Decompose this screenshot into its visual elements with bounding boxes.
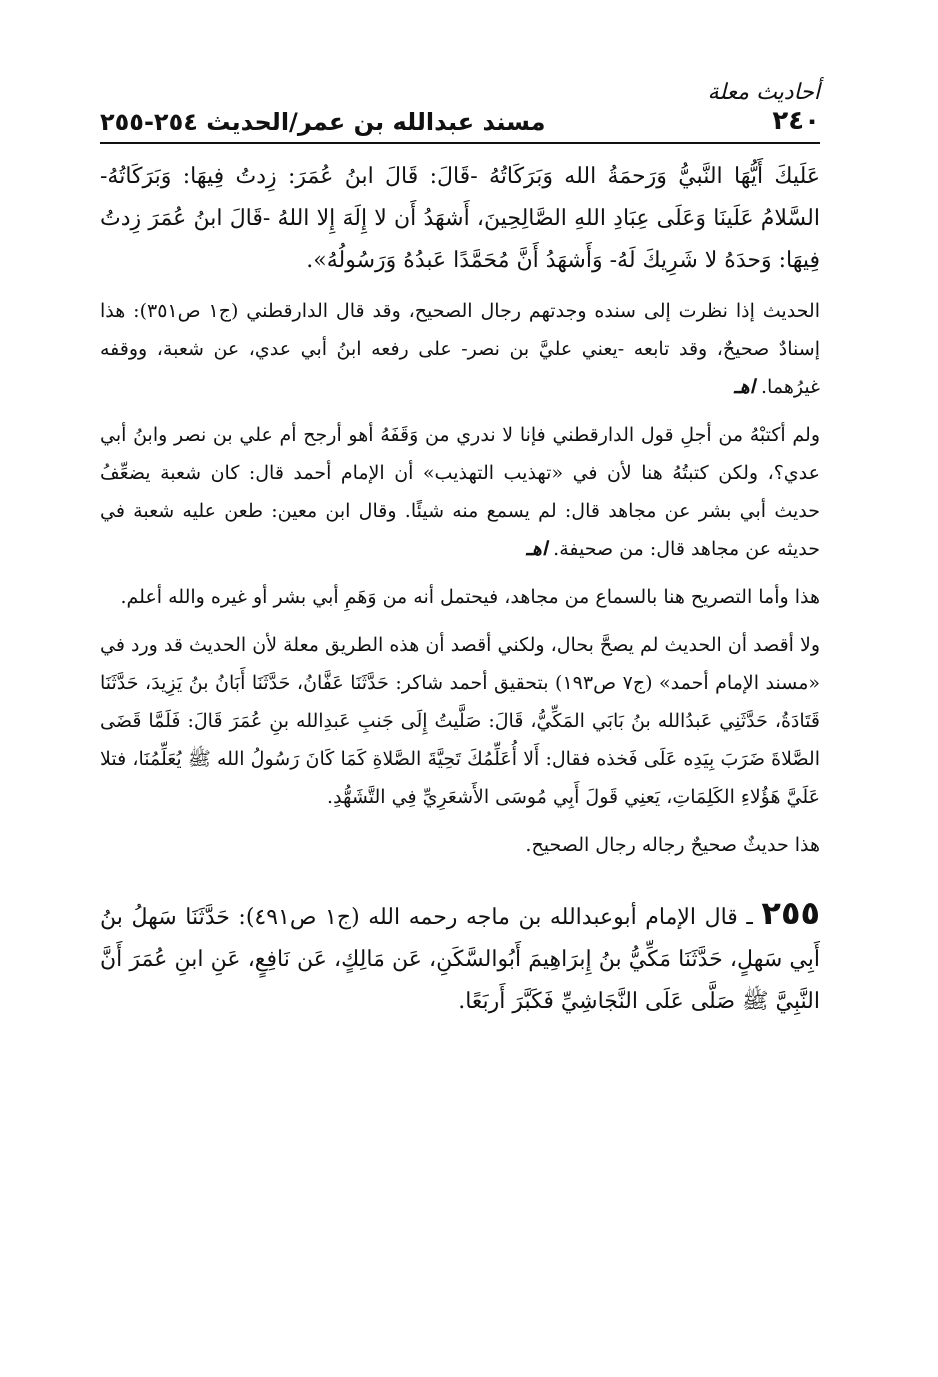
commentary-paragraph xyxy=(100,578,820,616)
hadith-text: ـ قال الإمام أبوعبدالله بن ماجه رحمه الله (ج١ ص٤٩١): حَدَّثَنَا سَهلُ بنُ أَبِي سَهلٍ، حَدَّثَنَا مَكِّيُّ بنُ إِبرَاهِيمَ أَبُوالسَّكَنِ، عَن مَالِكٍ، عَن نَافِعٍ، عَنِ ابنِ عُمَرَ أَنَّ النَّبِيَّ ﷺ صَلَّى عَلَى النَّجَاشِيِّ فَكَبَّرَ أَربَعًا. xyxy=(100,905,820,1014)
page-number: ٢٤٠ xyxy=(772,106,820,136)
grading-line xyxy=(100,826,820,864)
commentary-paragraph xyxy=(100,626,820,816)
hadith-number: ٢٥٥ xyxy=(761,894,820,932)
commentary-paragraph xyxy=(100,416,820,568)
paragraph-text: عَلَيكَ أَيُّهَا النَّبيُّ وَرَحمَةُ الله وَبَرَكَاتُهُ -قَالَ: قَالَ ابنُ عُمَرَ: زِدتُ فِيهَا: وَبَرَكَاتُهُ- السَّلامُ عَلَينَا وَعَلَى عِبَادِ اللهِ الصَّالِحِينَ، أَشهَدُ أَن لا إِلَهَ إِلا اللهُ -قَالَ ابنُ عُمَرَ زِدتُ فِيهَا: وَحدَهُ لا شَرِيكَ لَهُ- وَأَشهَدُ أَنَّ مُحَمَّدًا عَبدُهُ وَرَسُولُهُ». xyxy=(100,164,820,273)
page-body xyxy=(100,156,820,1033)
paragraph-text: ولم أكتبْهُ من أجلِ قول الدارقطني فإنا لا ندري من وَقَفَهُ أهو أرجح أم علي بن نصر وابنُ أبي عدي؟، ولكن كتبتُهُ هنا لأن في «تهذيب التهذيب» أن الإمام أحمد قال: كان شعبة يضعِّفُ حديث أبي بشر عن مجاهد قال: لم يسمع منه شيئًا. وقال ابن معين: طعن عليه شعبة في حديثه عن مجاهد قال: من صحيفة. xyxy=(100,424,820,560)
paragraph-text: الحديث إذا نظرت إلى سنده وجدتهم رجال الصحيح، وقد قال الدارقطني (ج١ ص٣٥١): هذا إسنادٌ صحيحٌ، وقد تابعه -يعني عليَّ بن نصر- على رفعه ابنُ أبي عدي، عن شعبة، ووقفه غيرُهما. xyxy=(100,300,821,398)
hadith-255 xyxy=(100,892,820,1023)
hadith-text-continued xyxy=(100,156,820,282)
paragraph-text: هذا وأما التصريح هنا بالسماع من مجاهد، فيحتمل أنه من وَهَمِ أبي بشر أو غيره والله أعلم. xyxy=(120,586,820,608)
handwritten-note: أحاديث معلة xyxy=(707,80,820,105)
page-header xyxy=(100,106,820,144)
paragraph-text: هذا حديثٌ صحيحٌ رجاله رجال الصحيح. xyxy=(525,834,820,856)
end-quote-mark: اهـ xyxy=(526,538,548,560)
commentary-paragraph xyxy=(100,292,820,406)
end-quote-mark: اهـ xyxy=(734,376,755,398)
paragraph-text: ولا أقصد أن الحديث لم يصحَّ بحال، ولكني أقصد أن هذه الطريق معلة لأن الحديث قد ورد في «مسند الإمام أحمد» (ج٧ ص١٩٣) بتحقيق أحمد شاكر: حَدَّثَنَا عَفَّانُ، حَدَّثَنَا أَبَانُ بنُ يَزِيدَ، حَدَّثَنَا قَتَادَةُ، حَدَّثَنِي عَبدُالله بنُ بَابَي المَكِّيُّ، قَالَ: صَلَّيتُ إِلَى جَنبِ عَبدِالله بنِ عُمَرَ قَالَ: فَلَمَّا قَضَى الصَّلاةَ ضَرَبَ بِيَدِه عَلَى فَخذه فقال: أَلا أُعَلِّمُكَ تَحِيَّةَ الصَّلاةِ كَمَا كَانَ رَسُولُ الله ﷺ يُعَلِّمُنَا، فتلا عَلَيَّ هَؤُلاءِ الكَلِمَاتِ، يَعنِي قَولَ أَبِي مُوسَى الأَشعَرِيِّ فِي التَّشَهُّدِ. xyxy=(100,634,820,808)
running-title: مسند عبدالله بن عمر/الحديث ٢٥٤-٢٥٥ xyxy=(100,108,546,136)
